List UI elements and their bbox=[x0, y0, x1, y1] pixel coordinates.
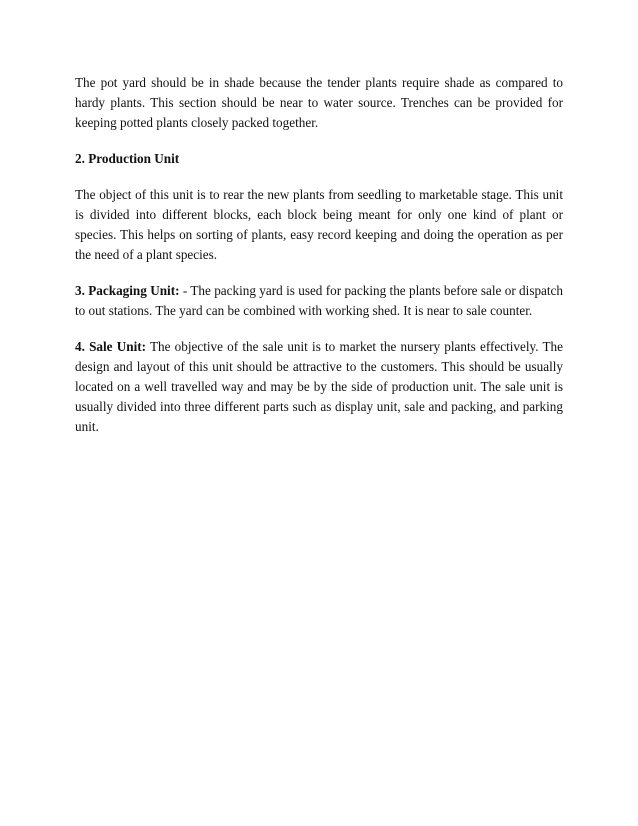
production-unit-paragraph: The object of this unit is to rear the new plants from seedling to marketable stage. This unit is divided into different blocks, each block being meant for only one kind of plant or species. This helps on sorting of plants, easy record keeping and doing the operation as per the need of a plant species. bbox=[75, 187, 563, 262]
sale-unit-heading: 4. Sale Unit: bbox=[75, 339, 147, 354]
packaging-unit-paragraph bbox=[75, 281, 563, 321]
sale-unit-text: The objective of the sale unit is to market the nursery plants effectively. The design and layout of this unit should be attractive to the customers. This should be usually located on a well travelled way and may be by the side of production unit. The sale unit is usually divided into three different parts such as display unit, sale and packing, and parking unit. bbox=[75, 339, 563, 434]
sale-unit-paragraph bbox=[75, 337, 563, 437]
packaging-unit-text: - The packing yard is used for packing the plants before sale or dispatch to out stations. The yard can be combined with working shed. It is near to sale counter. bbox=[75, 283, 564, 318]
production-unit-heading: 2. Production Unit bbox=[75, 151, 180, 166]
document-page bbox=[75, 73, 563, 453]
packaging-unit-heading: 3. Packaging Unit: bbox=[75, 283, 180, 298]
pot-yard-paragraph: The pot yard should be in shade because the tender plants require shade as compared to hardy plants. This section should be near to water source. Trenches can be provided for keeping potted plants closely packed together. bbox=[75, 75, 563, 130]
